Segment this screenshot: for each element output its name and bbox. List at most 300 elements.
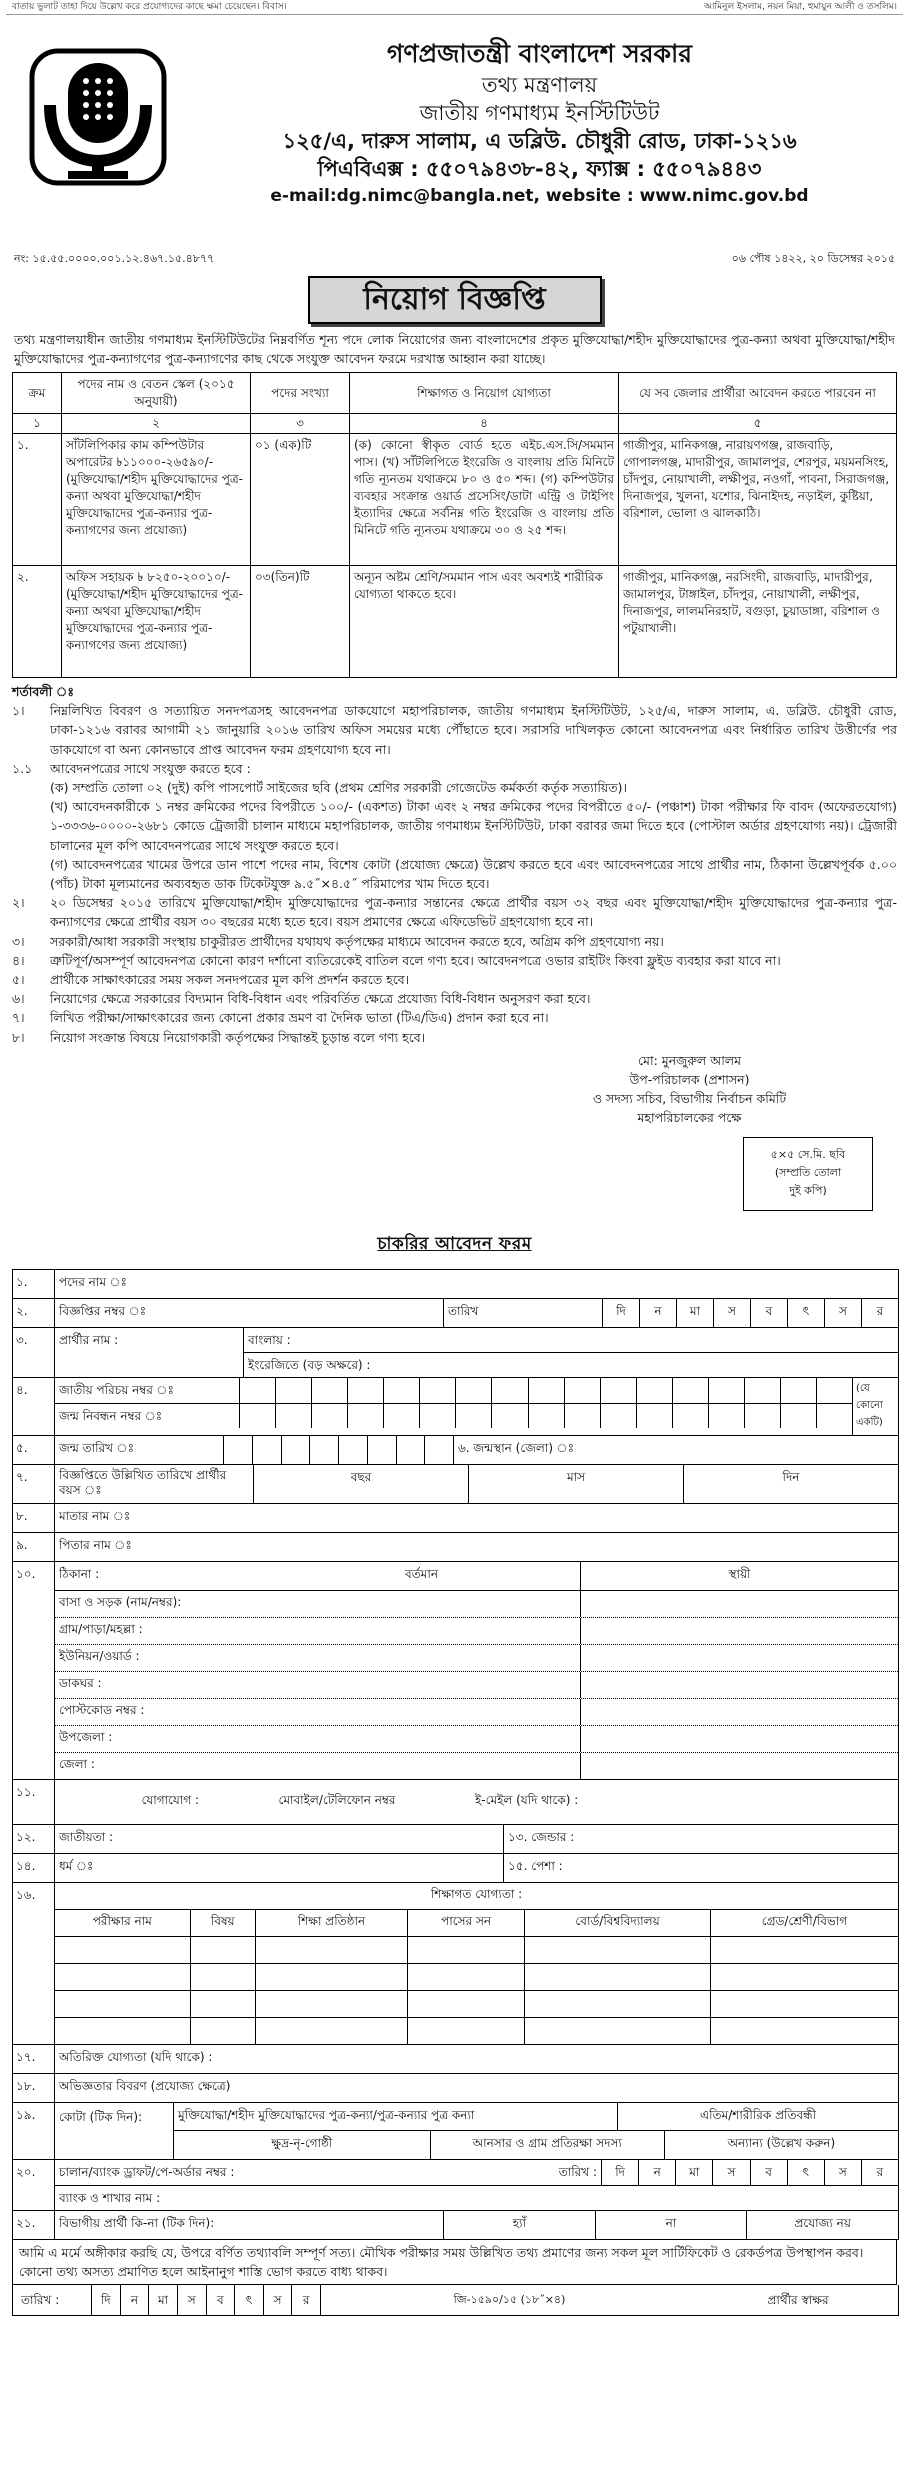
- religion-field[interactable]: ধর্ম ঃ: [55, 1854, 504, 1882]
- address-subrow: [55, 1726, 898, 1753]
- date-cell[interactable]: র: [861, 2160, 898, 2185]
- digit-cell[interactable]: [636, 1404, 672, 1428]
- term-number: ৮।: [12, 1029, 25, 1045]
- notice-date: ০৬ পৌষ ১৪২২, ২০ ডিসেম্বর ২০১৫: [731, 252, 895, 265]
- bank-branch-field[interactable]: ব্যাংক ও শাখার নাম :: [59, 2190, 161, 2205]
- date-cell[interactable]: মা: [676, 1299, 713, 1327]
- row-post: অফিস সহায়ক ৳ ৮২৫০-২০০১০/- (মুক্তিযোদ্ধা/শহীদ মুক্তিযোদ্ধাদের পুত্র-কন্যা অথবা মুক্তিযোদ্ধা/শহীদ মুক্তিযোদ্ধাদের পুত্র-কন্যার পুত্র-কন্যাগণের জন্য প্রযোজ্য): [62, 566, 251, 678]
- education-cell[interactable]: [525, 1990, 711, 2017]
- address-subrow: [55, 1591, 898, 1618]
- term-number: ৩।: [12, 933, 25, 949]
- education-cell[interactable]: [255, 1963, 407, 1990]
- row-number: ৭.: [13, 1465, 55, 1503]
- digit-cell[interactable]: [309, 1436, 338, 1464]
- term-item: [12, 932, 897, 951]
- phone-fax: পিএবিএক্স : ৫৫০৭৯৪৩৮-৪২, ফ্যাক্স : ৫৫০৭৯৪৪৩: [317, 157, 762, 181]
- digit-cell[interactable]: [239, 1378, 275, 1403]
- digit-cell[interactable]: [672, 1404, 708, 1428]
- name-bangla-field[interactable]: বাংলায় :: [244, 1328, 898, 1353]
- footer-date-label: তারিখ :: [21, 2292, 60, 2307]
- digit-cell[interactable]: [528, 1404, 564, 1428]
- departmental-label: বিভাগীয় প্রার্থী কি-না (টিক দিন):: [59, 2215, 215, 2230]
- form-row-challan: [13, 2160, 898, 2211]
- departmental-no[interactable]: না: [595, 2211, 747, 2239]
- vacancy-table-wrap: [12, 372, 897, 678]
- birth-reg-label: জন্ম নিবন্ধন নম্বর ঃ: [59, 1408, 163, 1423]
- digit-cell[interactable]: [275, 1404, 311, 1428]
- digit-cell[interactable]: [564, 1378, 600, 1403]
- education-row: [55, 1963, 899, 1990]
- permanent-address-header: স্থায়ী: [580, 1562, 898, 1590]
- row-count: ০৩(তিন)টি: [251, 566, 350, 678]
- signatory-behalf: মহাপরিচালকের পক্ষে: [637, 1109, 742, 1125]
- digit-cell[interactable]: [383, 1404, 419, 1428]
- digit-cell[interactable]: [455, 1378, 491, 1403]
- present-address-input[interactable]: [263, 1591, 580, 1617]
- term-text: (খ) আবেদনকারীকে ১ নম্বর ক্রমিকের পদের বিপরীতে ১০০/- (একশত) টাকা এবং ২ নম্বর ক্রমিকের পদের বিপরীতে ৫০/- (পঞ্চাশ) টাকা পরীক্ষার ফি বাবদ (অফেরতযোগ্য) ১-৩৩৩৬-০০০০-২৬৮১ কোডে ট্রেজারী চালান মাধ্যমে মহাপরিচালক, জাতীয় গণমাধ্যম ইনস্টিটিউট, ঢাকা বরাবর জমা দিতে হবে (পোস্টাল অর্ডার গ্রহণযোগ্য নয়)। ট্রেজারী চালানের মূল কপি আবেদনপত্রের সাথে সংযুক্ত করতে হবে।: [50, 799, 897, 853]
- term-text: নিয়োগের ক্ষেত্রে সরকারের বিদ্যমান বিধি-বিধান এবং পরিবর্তিত ক্ষেত্রে প্রযোজ্য বিধি-বিধান অনুসরণ করা হবে।: [50, 991, 591, 1007]
- permanent-address-input[interactable]: [580, 1753, 898, 1779]
- digit-cell[interactable]: [424, 1436, 453, 1464]
- father-name-field[interactable]: পিতার নাম ঃ: [59, 1537, 132, 1552]
- date-cell[interactable]: ন: [638, 2160, 675, 2185]
- present-address-input[interactable]: [263, 1699, 580, 1725]
- education-col-header: শিক্ষা প্রতিষ্ঠান: [255, 1909, 407, 1936]
- row-number: ৯.: [13, 1533, 55, 1561]
- date-cell[interactable]: দি: [601, 2160, 638, 2185]
- col-districts: যে সব জেলার প্রার্থীরা আবেদন করতে পারবেন না: [619, 373, 897, 414]
- contact-label: যোগাযোগ :: [141, 1792, 199, 1807]
- education-row: [55, 2017, 899, 2044]
- form-row-advert: [13, 1299, 898, 1328]
- date-cell[interactable]: দি: [91, 2285, 120, 2315]
- nimc-logo: [28, 47, 168, 187]
- row-number: ১৭.: [13, 2045, 55, 2073]
- present-address-input[interactable]: [263, 1645, 580, 1671]
- education-cell[interactable]: [407, 1990, 524, 2017]
- vacancy-header-row: [13, 373, 897, 414]
- education-cell[interactable]: [55, 1936, 191, 1963]
- term-item: [12, 951, 897, 970]
- digit-cell[interactable]: [383, 1378, 419, 1403]
- term-number: ৬।: [12, 991, 25, 1007]
- education-col-header: গ্রেড/শ্রেণী/বিভাগ: [710, 1909, 898, 1936]
- digit-cell[interactable]: [636, 1378, 672, 1403]
- digit-cell[interactable]: [564, 1404, 600, 1428]
- education-col-header: বিষয়: [190, 1909, 255, 1936]
- mother-name-field[interactable]: মাতার নাম ঃ: [59, 1508, 131, 1523]
- digit-cell[interactable]: [419, 1404, 455, 1428]
- term-item: [12, 778, 897, 797]
- address-subrow: [55, 1753, 898, 1779]
- advert-number-field[interactable]: বিজ্ঞপ্তির নম্বর ঃ: [55, 1299, 444, 1327]
- form-row-quota: [13, 2103, 898, 2160]
- nid-cells[interactable]: [239, 1378, 852, 1403]
- education-cell[interactable]: [710, 1963, 898, 1990]
- term-item: [12, 893, 897, 931]
- previous-article-strip: [6, 0, 903, 15]
- term-item: [12, 759, 897, 778]
- photo-size: ৫×৫ সে.মি. ছবি: [770, 1147, 846, 1161]
- experience-field[interactable]: অভিজ্ঞতার বিবরণ (প্রযোজ্য ক্ষেত্রে): [59, 2078, 231, 2093]
- applicant-signature[interactable]: প্রার্থীর স্বাক্ষর: [767, 2292, 829, 2307]
- col-count: পদের সংখ্যা: [251, 373, 350, 414]
- advert-date-label: তারিখ: [448, 1303, 479, 1318]
- col-sl: ক্রম: [13, 373, 62, 414]
- applicant-name-label: প্রার্থীর নাম :: [59, 1332, 119, 1347]
- row-number: ৪.: [13, 1378, 55, 1435]
- row-qualification: (ক) কোনো স্বীকৃত বোর্ড হতে এইচ.এস.সি/সমমান পাস। (খ) সাঁটলিপিতে ইংরেজি ও বাংলায় প্রতি মিনিটে গতি ন্যূনতম যথাক্রমে ৮০ ও ৫০ শব্দ। (গ) কম্পিউটার ব্যবহার সংক্রান্ত ওয়ার্ড প্রসেসিং/ডাটা এন্ট্রি ও টাইপিং ইত্যাদির ক্ষেত্রে সর্বনিম্ন গতি ইংরেজি ও বাংলায় প্রতি মিনিটে গতি ন্যূনতম যথাক্রমে ৩০ ও ২৫ শব্দ।: [350, 434, 619, 566]
- present-address-input[interactable]: [263, 1726, 580, 1752]
- digit-cell[interactable]: [708, 1378, 744, 1403]
- form-row-address: [13, 1562, 898, 1780]
- name-english-field[interactable]: ইংরেজিতে (বড় অক্ষরে) :: [248, 1357, 371, 1372]
- form-row-education: [13, 1883, 898, 2045]
- permanent-address-input[interactable]: [580, 1618, 898, 1644]
- digit-cell[interactable]: [367, 1436, 396, 1464]
- memo-number: নং: ১৫.৫৫.০০০০.০০১.১২.৪৬৭.১৫.৪৮৭৭: [14, 252, 215, 265]
- term-text: নিম্নলিখিত বিবরণ ও সত্যায়িত সনদপত্রসহ আবেদনপত্র ডাকযোগে মহাপরিচালক, জাতীয় গণমাধ্যম ইনস্টিটিউট, ১২৫/এ, দারুস সালাম, এ. ডব্লিউ. চৌধুরী রোড, ঢাকা-১২১৬ বরাবর আগামী ২১ জানুয়ারি ২০১৬ তারিখ অফিস সময়ের মধ্যে পৌঁছাতে হবে। সরাসরি দাখিলকৃত কোনো আবেদনপত্র এবং নির্ধারিত তারিখ উত্তীর্ণের পর ডাকযোগে বা অন্য কোনভাবে প্রাপ্ত আবেদন ফরম গ্রহণযোগ্য হবে না।: [50, 703, 897, 757]
- date-cell[interactable]: স: [177, 2285, 206, 2315]
- education-cell[interactable]: [55, 1963, 191, 1990]
- term-number: [12, 855, 50, 893]
- digit-cell[interactable]: [347, 1378, 383, 1403]
- digit-cell[interactable]: [708, 1404, 744, 1428]
- education-cell[interactable]: [190, 1936, 255, 1963]
- form-title: চাকরির আবেদন ফরম: [377, 1233, 532, 1254]
- date-cell[interactable]: মা: [675, 2160, 712, 2185]
- form-row-nationality: [13, 1825, 898, 1854]
- digit-cell[interactable]: [780, 1378, 816, 1403]
- date-cell[interactable]: স: [712, 2160, 749, 2185]
- row-post: সাঁটলিপিকার কাম কম্পিউটার অপারেটর ৳১১০০০-২৬৫৯০/- (মুক্তিযোদ্ধা/শহীদ মুক্তিযোদ্ধাদের পুত্র-কন্যা অথবা মুক্তিযোদ্ধা/শহীদ মুক্তিযোদ্ধাদের পুত্র-কন্যার পুত্র-কন্যাগণের জন্য প্রযোজ্য): [62, 434, 251, 566]
- address-sublabel: ডাকঘর :: [59, 1675, 102, 1690]
- row-number: ২.: [13, 1299, 55, 1327]
- terms-list: [12, 701, 897, 1047]
- photo-area: [6, 1137, 903, 1217]
- institute-address: ১২৫/এ, দারুস সালাম, এ ডব্লিউ. চৌধুরী রোড, ঢাকা-১২১৬: [282, 129, 797, 153]
- digit-cell[interactable]: [744, 1378, 780, 1403]
- permanent-address-input[interactable]: [580, 1726, 898, 1752]
- education-cell[interactable]: [710, 1936, 898, 1963]
- present-address-input[interactable]: [263, 1672, 580, 1698]
- term-number: [12, 778, 50, 797]
- declaration-text: আমি এ মর্মে অঙ্গীকার করছি যে, উপরে বর্ণিত তথ্যাবলি সম্পূর্ণ সত্য। মৌখিক পরীক্ষার সময় উল্লিখিত তথ্য প্রমাণের জন্য সকল মূল সার্টিফিকেট ও রেকর্ডপত্র উপস্থাপন করব। কোনো তথ্য অসত্য প্রমাণিত হলে আইনানুগ শাস্তি ভোগ করতে বাধ্য থাকব।: [12, 2240, 897, 2285]
- date-cell[interactable]: র: [291, 2285, 321, 2315]
- education-cell[interactable]: [190, 1990, 255, 2017]
- row-number: ১৬.: [13, 1883, 55, 2044]
- birth-reg-cells[interactable]: [239, 1404, 852, 1428]
- row-number: ৫.: [13, 1436, 55, 1464]
- departmental-na[interactable]: প্রযোজ্য নয়: [746, 2211, 898, 2239]
- quota-orphan-disabled[interactable]: এতিম/শারীরিক প্রতিবন্ধী: [699, 2107, 817, 2122]
- education-col-header: পাসের সন: [407, 1909, 524, 1936]
- digit-cell[interactable]: [600, 1404, 636, 1428]
- address-subrow: [55, 1699, 898, 1726]
- date-cell[interactable]: ব: [206, 2285, 235, 2315]
- date-cell[interactable]: ব: [750, 1299, 787, 1327]
- address-sublabel: বাসা ও সড়ক (নাম/নম্বর):: [59, 1594, 182, 1609]
- term-text: আবেদনপত্রের সাথে সংযুক্ত করতে হবে :: [50, 760, 251, 776]
- permanent-address-input[interactable]: [580, 1591, 898, 1617]
- present-address-input[interactable]: [263, 1618, 580, 1644]
- digit-cell[interactable]: [780, 1404, 816, 1428]
- digit-cell[interactable]: [252, 1436, 281, 1464]
- form-row-father: [13, 1533, 898, 1562]
- education-label: শিক্ষাগত যোগ্যতা :: [55, 1883, 898, 1910]
- form-row-religion: [13, 1854, 898, 1883]
- term-item: [12, 1008, 897, 1027]
- reference-row: [14, 250, 895, 268]
- id-note: (যে কোনো একটি): [852, 1378, 898, 1435]
- quota-ethnic[interactable]: ক্ষুদ্র-নৃ-গোষ্ঠী: [174, 2131, 431, 2159]
- digit-cell[interactable]: [600, 1378, 636, 1403]
- terms-section: [12, 682, 897, 1047]
- nationality-field[interactable]: জাতীয়তা :: [55, 1825, 504, 1853]
- dob-label: জন্ম তারিখ ঃ: [59, 1440, 134, 1455]
- intro-paragraph: তথ্য মন্ত্রণালয়াধীন জাতীয় গণমাধ্যম ইনস্টিটিউটের নিম্নবর্ণিত শূন্য পদে লোক নিয়োগের জন্য বাংলাদেশের প্রকৃত মুক্তিযোদ্ধা/শহীদ মুক্তিযোদ্ধাদের পুত্র-কন্যা অথবা মুক্তিযোদ্ধা/শহীদ মুক্তিযোদ্ধাদের পুত্র-কন্যাগণের পুত্র-কন্যাগণের কাছ থেকে সংযুক্ত আবেদন ফরমে দরখাস্ত আহ্বান করা যাচ্ছে।: [14, 332, 895, 366]
- birthplace-field[interactable]: ৬. জন্মস্থান (জেলা) ঃ: [453, 1436, 898, 1464]
- row-number: ১৮.: [13, 2074, 55, 2102]
- gender-field[interactable]: ১৩. জেন্ডার :: [508, 1829, 575, 1844]
- form-row-age: [13, 1465, 898, 1504]
- footer-date-cells[interactable]: [91, 2285, 321, 2315]
- signatory-designation: উপ-পরিচালক (প্রশাসন): [629, 1071, 750, 1087]
- terms-label: শর্তাবলী ঃ: [12, 684, 75, 699]
- term-number: [12, 797, 50, 855]
- departmental-yes[interactable]: হ্যাঁ: [443, 2211, 595, 2239]
- education-cell[interactable]: [710, 2017, 898, 2044]
- education-cell[interactable]: [525, 1963, 711, 1990]
- signature-area: [6, 1051, 903, 1137]
- post-name-field[interactable]: পদের নাম ঃ: [59, 1274, 127, 1289]
- num-5: ৫: [619, 414, 897, 434]
- digit-cell[interactable]: [816, 1378, 852, 1403]
- education-table: [54, 1909, 899, 2045]
- form-footer: [12, 2285, 899, 2316]
- signatory-role: ও সদস্য সচিব, বিভাগীয় নির্বাচন কমিটি: [592, 1090, 787, 1106]
- row-number: ১১.: [13, 1780, 55, 1824]
- address-sublabel: উপজেলা :: [59, 1729, 113, 1744]
- date-cell[interactable]: ন: [639, 1299, 676, 1327]
- quota-label: কোটা (টিক দিন):: [59, 2109, 143, 2124]
- date-cell[interactable]: র: [861, 1299, 898, 1327]
- date-cell[interactable]: ৎ: [234, 2285, 263, 2315]
- num-2: ২: [62, 414, 251, 434]
- education-cell[interactable]: [407, 1963, 524, 1990]
- application-form: [12, 1269, 899, 2240]
- row-number: ২১.: [13, 2211, 55, 2239]
- digit-cell[interactable]: [491, 1404, 527, 1428]
- date-cell[interactable]: স: [713, 1299, 750, 1327]
- education-cell[interactable]: [525, 2017, 711, 2044]
- date-cell[interactable]: ন: [120, 2285, 149, 2315]
- photo-box[interactable]: [743, 1137, 873, 1211]
- digit-cell[interactable]: [239, 1404, 275, 1428]
- row-qualification: অন্যূন অষ্টম শ্রেণি/সমমান পাস এবং অবশ্যই শারীরিক যোগ্যতা থাকতে হবে।: [350, 566, 619, 678]
- address-sublabel: জেলা :: [59, 1756, 95, 1771]
- form-row-nid: [13, 1378, 898, 1436]
- education-header-row: [55, 1909, 899, 1936]
- permanent-address-input[interactable]: [580, 1672, 898, 1698]
- education-cell[interactable]: [407, 2017, 524, 2044]
- num-1: ১: [13, 414, 62, 434]
- form-row-departmental: [13, 2211, 898, 2239]
- digit-cell[interactable]: [816, 1404, 852, 1428]
- address-subrow: [55, 1672, 898, 1699]
- term-number: ২।: [12, 895, 25, 911]
- challan-date-cells[interactable]: [601, 2160, 898, 2185]
- education-cell[interactable]: [255, 1990, 407, 2017]
- strip-left-text: বাতায় ভুলাট তাহা দিয়ে উল্লেখ করে প্রযোগ্যদের কাছে ক্ষমা চেয়েছেন। বিবাস।: [12, 2, 287, 12]
- education-cell[interactable]: [190, 2017, 255, 2044]
- vacancy-row: [13, 434, 897, 566]
- photo-recent: (সম্প্রতি তোলা: [774, 1165, 842, 1179]
- challan-number-field[interactable]: চালান/ব্যাংক ড্রাফট/পে-অর্ডার নম্বর :: [59, 2164, 235, 2179]
- term-text: ত্রুটিপূর্ণ/অসম্পূর্ণ আবেদনপত্র কোনো কারণ দর্শানো ব্যতিরেকেই বাতিল বলে গণ্য হবে। আবেদনপত্রে ওভার রাইটিং কিংবা ফ্লুইড ব্যবহার করা যাবে না।: [50, 952, 781, 968]
- digit-cell[interactable]: [281, 1436, 310, 1464]
- advert-date-cells[interactable]: [602, 1299, 898, 1327]
- row-number: ১.: [13, 1270, 55, 1298]
- digit-cell[interactable]: [455, 1404, 491, 1428]
- institute-name: জাতীয় গণমাধ্যম ইনস্টিটিউট: [419, 101, 660, 125]
- education-cell[interactable]: [55, 2017, 191, 2044]
- newspaper-page: [6, 0, 903, 2466]
- quota-ansar[interactable]: আনসার ও গ্রাম প্রতিরক্ষা সদস্য: [431, 2131, 665, 2159]
- form-row-name: [13, 1328, 898, 1378]
- photo-copies: দুই কপি): [789, 1183, 827, 1197]
- date-cell[interactable]: ৎ: [787, 1299, 824, 1327]
- term-text: প্রার্থীকে সাক্ষাৎকারের সময় সকল সনদপত্রের মূল কপি প্রদর্শন করতে হবে।: [50, 972, 410, 988]
- row-number: ৩.: [13, 1328, 55, 1377]
- permanent-address-input[interactable]: [580, 1699, 898, 1725]
- digit-cell[interactable]: [311, 1378, 347, 1403]
- term-text: (ক) সম্প্রতি তোলা ০২ (দুই) কপি পাসপোর্ট সাইজের ছবি (প্রথম শ্রেণির সরকারী গেজেটেড কর্মকর্তা কর্তৃক সত্যায়িত)।: [50, 780, 627, 796]
- address-sublabel: ইউনিয়ন/ওয়ার্ড :: [59, 1648, 140, 1663]
- row-number: ১৪.: [13, 1854, 55, 1882]
- nid-label: জাতীয় পরিচয় নম্বর ঃ: [59, 1382, 174, 1397]
- address-subfields: [55, 1591, 898, 1779]
- age-day-field[interactable]: দিন: [782, 1469, 800, 1484]
- education-cell[interactable]: [255, 1936, 407, 1963]
- form-row-extra: [13, 2045, 898, 2074]
- print-code: জি-১৫৯০/১৫ (১৮˝×৪): [453, 2292, 566, 2306]
- present-address-input[interactable]: [263, 1753, 580, 1779]
- present-address-header: বর্তমান: [405, 1566, 438, 1581]
- ministry-name: তথ্য মন্ত্রণালয়: [481, 73, 598, 97]
- form-row-contact: [13, 1780, 898, 1825]
- term-item: [12, 855, 897, 893]
- notice-header: [6, 15, 903, 250]
- address-sublabel: পোস্টকোড নম্বর :: [59, 1702, 145, 1717]
- term-item: [12, 1028, 897, 1047]
- digit-cell[interactable]: [419, 1378, 455, 1403]
- term-number: ৭।: [12, 1010, 25, 1026]
- term-number: ৪।: [12, 952, 25, 968]
- digit-cell[interactable]: [347, 1404, 383, 1428]
- digit-cell[interactable]: [744, 1404, 780, 1428]
- date-cell[interactable]: ব: [750, 2160, 787, 2185]
- num-4: ৪: [350, 414, 619, 434]
- col-post: পদের নাম ও বেতন স্কেল (২০১৫ অনুযায়ী): [62, 373, 251, 414]
- date-cell[interactable]: মা: [148, 2285, 177, 2315]
- date-cell[interactable]: স: [824, 2160, 861, 2185]
- form-row-dob: [13, 1436, 898, 1465]
- date-cell[interactable]: স: [263, 2285, 292, 2315]
- term-item: [12, 797, 897, 855]
- age-year-field[interactable]: বছর: [254, 1465, 469, 1503]
- notice-title: নিয়োগ বিজ্ঞপ্তি: [308, 276, 602, 324]
- digit-cell[interactable]: [275, 1378, 311, 1403]
- row-number: ১২.: [13, 1825, 55, 1853]
- date-cell[interactable]: দি: [602, 1299, 639, 1327]
- row-districts: গাজীপুর, মানিকগঞ্জ, নরসিংদী, রাজবাড়ি, মাদারীপুর, জামালপুর, টাঙ্গাইল, চাঁদপুর, নোয়াখালী, লক্ষীপুর, দিনাজপুর, লালমনিরহাট, বগুড়া, চুয়াডাঙ্গা, বরিশাল ও পটুয়াখালী।: [619, 566, 897, 678]
- education-cell[interactable]: [190, 1963, 255, 1990]
- signatory-name: মো: মুনজুরুল আলম: [637, 1052, 742, 1068]
- education-cell[interactable]: [255, 2017, 407, 2044]
- row-number: ১৯.: [13, 2103, 55, 2159]
- row-sl: ১.: [13, 434, 62, 566]
- row-number: ২০.: [13, 2160, 55, 2210]
- mobile-field[interactable]: মোবাইল/টেলিফোন নম্বর: [278, 1792, 396, 1807]
- dob-cells[interactable]: [223, 1436, 453, 1464]
- term-item: [12, 970, 897, 989]
- num-3: ৩: [251, 414, 350, 434]
- education-cell[interactable]: [525, 1936, 711, 1963]
- education-cell[interactable]: [55, 1990, 191, 2017]
- age-month-field[interactable]: মাস: [469, 1465, 684, 1503]
- term-item: [12, 701, 897, 759]
- digit-cell[interactable]: [311, 1404, 347, 1428]
- permanent-address-input[interactable]: [580, 1645, 898, 1671]
- digit-cell[interactable]: [396, 1436, 425, 1464]
- date-cell[interactable]: স: [824, 1299, 861, 1327]
- term-text: সরকারী/আধা সরকারী সংস্থায় চাকুরীরত প্রার্থীদের যথাযথ কর্তৃপক্ষের মাধ্যমে আবেদন করতে হবে, অগ্রিম কপি গ্রহণযোগ্য নয়।: [50, 933, 664, 949]
- term-item: [12, 989, 897, 1008]
- form-row-experience: [13, 2074, 898, 2103]
- strip-right-text: আমিনুল ইসলাম, নয়ন মিয়া, হুমায়ুন আলী ও তসলিম।: [704, 2, 897, 12]
- row-count: ০১ (এক)টি: [251, 434, 350, 566]
- digit-cell[interactable]: [338, 1436, 367, 1464]
- address-subrow: [55, 1618, 898, 1645]
- term-text: লিখিত পরীক্ষা/সাক্ষাৎকারের জন্য কোনো প্রকার ভ্রমণ বা দৈনিক ভাতা (টিএ/ডিএ) প্রদান করা হবে না।: [50, 1010, 549, 1026]
- quota-other[interactable]: অন্যান্য (উল্লেখ করুন): [727, 2135, 836, 2150]
- education-cell[interactable]: [710, 1990, 898, 2017]
- digit-cell[interactable]: [223, 1436, 252, 1464]
- age-label: বিজ্ঞপ্তিতে উল্লিখিত তারিখে প্রার্থীর বয়স ঃ: [59, 1467, 227, 1497]
- education-col-header: বোর্ড/বিশ্ববিদ্যালয়: [525, 1909, 711, 1936]
- digit-cell[interactable]: [672, 1378, 708, 1403]
- vacancy-row: [13, 566, 897, 678]
- row-districts: গাজীপুর, মানিকগঞ্জ, নারায়ণগঞ্জ, রাজবাড়ি, গোপালগঞ্জ, মাদারীপুর, জামালপুর, শেরপুর, ময়মনসিংহ, চাঁদপুর, নোয়াখালী, লক্ষীপুর, নওগাঁ, পাবনা, সিরাজগঞ্জ, দিনাজপুর, খুলনা, যশোর, ঝিনাইদহ, নড়াইল, কুষ্টিয়া, বরিশাল, ভোলা ও ঝালকাঠি।: [619, 434, 897, 566]
- term-number: ৫।: [12, 972, 25, 988]
- header-text: [186, 37, 893, 209]
- vacancy-table: [12, 372, 897, 678]
- date-cell[interactable]: ৎ: [787, 2160, 824, 2185]
- term-text: নিয়োগ সংক্রান্ত বিষয়ে নিয়োগকারী কর্তৃপক্ষের সিদ্ধান্তই চূড়ান্ত বলে গণ্য হবে।: [50, 1029, 426, 1045]
- quota-freedom-fighter[interactable]: মুক্তিযোদ্ধা/শহীদ মুক্তিযোদ্ধাদের পুত্র-কন্যা/পুত্র-কন্যার পুত্র কন্যা: [174, 2103, 618, 2130]
- term-number: ১.১: [12, 760, 33, 776]
- profession-field[interactable]: ১৫. পেশা :: [508, 1858, 563, 1873]
- term-text: (গ) আবেদনপত্রের খামের উপরে ডান পাশে পদের নাম, বিশেষ কোটা (প্রযোজ্য ক্ষেত্রে) উল্লেখ করতে হবে এবং আবেদনপত্রের সাথে প্রার্থীর নাম, ঠিকানা উল্লেখপূর্বক ৫.০০ (পাঁচ) টাকা মূল্যমানের অব্যবহৃত ডাক টিকেটযুক্ত ৯.৫˝×৪.৫˝ পরিমাপের খাম দিতে হবে।: [50, 856, 897, 892]
- extra-qualification-field[interactable]: অতিরিক্ত যোগ্যতা (যদি থাকে) :: [59, 2049, 213, 2064]
- email-website: e-mail:dg.nimc@bangla.net, website : www.nimc.gov.bd: [270, 186, 809, 206]
- email-field[interactable]: ই-মেইল (যদি থাকে) :: [475, 1792, 579, 1807]
- education-cell[interactable]: [407, 1936, 524, 1963]
- digit-cell[interactable]: [491, 1378, 527, 1403]
- digit-cell[interactable]: [528, 1378, 564, 1403]
- challan-date-label: তারিখ :: [558, 2164, 597, 2179]
